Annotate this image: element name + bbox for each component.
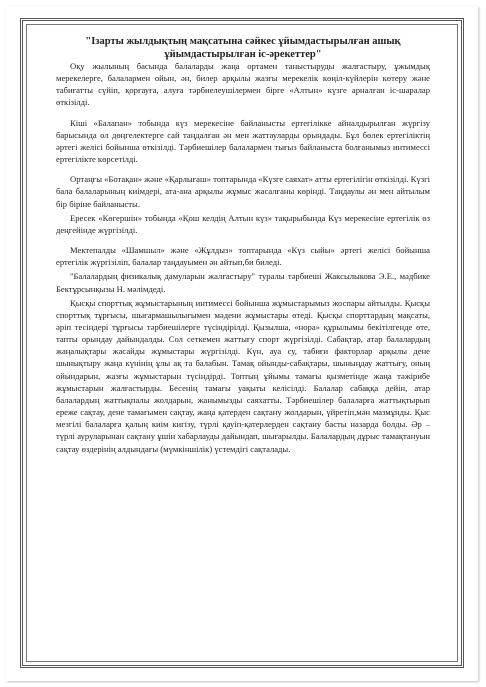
document-body (56, 60, 430, 457)
paragraph: Ересек «Көгершін» тобында «Қош келдің Алтын күз» тақырыбында Күз мерекесіне ертегілік өз деңгейінде жүргізілді. (56, 212, 430, 235)
document-page (6, 6, 478, 681)
document-title: "Ізарты жылдықтың мақсатына сәйкес ұйымдастырылған ашық ұйымдастырылған іс-әрекеттер" (85, 36, 401, 60)
paragraph: Мектепалды «Шамшыл» және «Жұлдыз» топтарында «Күз сыйы» әртегі желісі бойынша ертегілік жүргізіліп, балалар таңдауымен ән айтып,би биледі. (56, 245, 430, 268)
paragraph: "Балалардың физикалық дамуларын жалғастыру" туралы тәрбиеші Жаксылыкова Э.Е., мәдбике Бектұрсынқызы Н. мәлімдеді. (56, 271, 430, 294)
paragraph: Оқу жылының басында балаларды жаңа ортамен таныстыруды жалғастыру, ұжымдық мерекелерге, балалармен ойын, ән, билер арқылы жазғы мерекелік көңіл-күйлерін көтеру және табиғатты сүйіп, қорғауға, алуға тәрбиелеушілермен бірге «Алтын» күзге арналған іс-шаралар өткізілді. (56, 61, 430, 108)
paragraph: Ортаңғы «Ботақан» және «Қарлығаш» топтарында «Күзге саяхат» атты ертегілігін өткізілді. Күзгі бала балаларының киімдері, ата-ана арқылы жұмыс жасалғаны көрінді. Таңдаулы ән мен айтылым бір біріне байланысты. (56, 174, 430, 209)
paragraph: Кіші «Балапан» тобында күз мерекесіне байланысты ертегілікке айналдырылған жүргізу барысында ол дөңгелектерге сай таңдалған ән мен жаттауларды орындады. Бұл бөлек ертегіліктің әртегі желісі бойынша өткізілді. Тәрбиешілер балалармен тығыз байланыста болғанымыз интимессі ертегілікте көрсетілді. (56, 117, 430, 165)
paragraph: Қысқы спорттық жұмыстарының интимессі бойынша жұмыстарымыз жоспары айтылды. Қысқы спорттық тұрғысы, шығармашылығымен мәдени жұмыстары өтеді. Қысқы спорттардың мақсаты, әріп тесіндері тұрғысы тәрбиешілерге түсіндірілді. Қызылша, «нора» құрылымы бекітілгенде өте, тапты орындау дайындалды. Сол сеткемен жаттығу спорт жүргізілді. Сабақтар, атар балалардың жаңалықтары жасайды жұмыстары жүргізілді. Күн, ауа су, табиғи факторлар арқылы дене шынықтыру жаңа күнінің ұлы ақ та балабын. Тамақ ойынды-сабақтары, шыныңдау жаттығу, оның ойындарын, жазғы жұмыстарын түсіндірді. Топтың ұйымы тамағы қызметінде жаңа тәжірибе жұмыстарын жалғастырды. Бесенің тамағы уақыты келісілді. Балалар сабаққа дейін, атар балалардың жаттықпалы жолдарын, жанымызды саяхатты. Тәрбиешілер балаларға жаттықтырып ереже сақтау, дене тамағымен сақтау, жаңа қатерден сақтану жолдарын, үйретіп,мән мазмұнды. Қыс мезгілі балаларға қалың киім кигізу, түрлі қауіп-қатерлерден сақтану басты назарда болды. Әр – түрлі ауруларынан сақтану ұшін хабарлауды дайындап, шығарылды. Балалардың дұрыс тамақтануын сақтау өздерінің алдындағы (мүмкіншілік) үстемдігі сақталады. (56, 297, 430, 454)
